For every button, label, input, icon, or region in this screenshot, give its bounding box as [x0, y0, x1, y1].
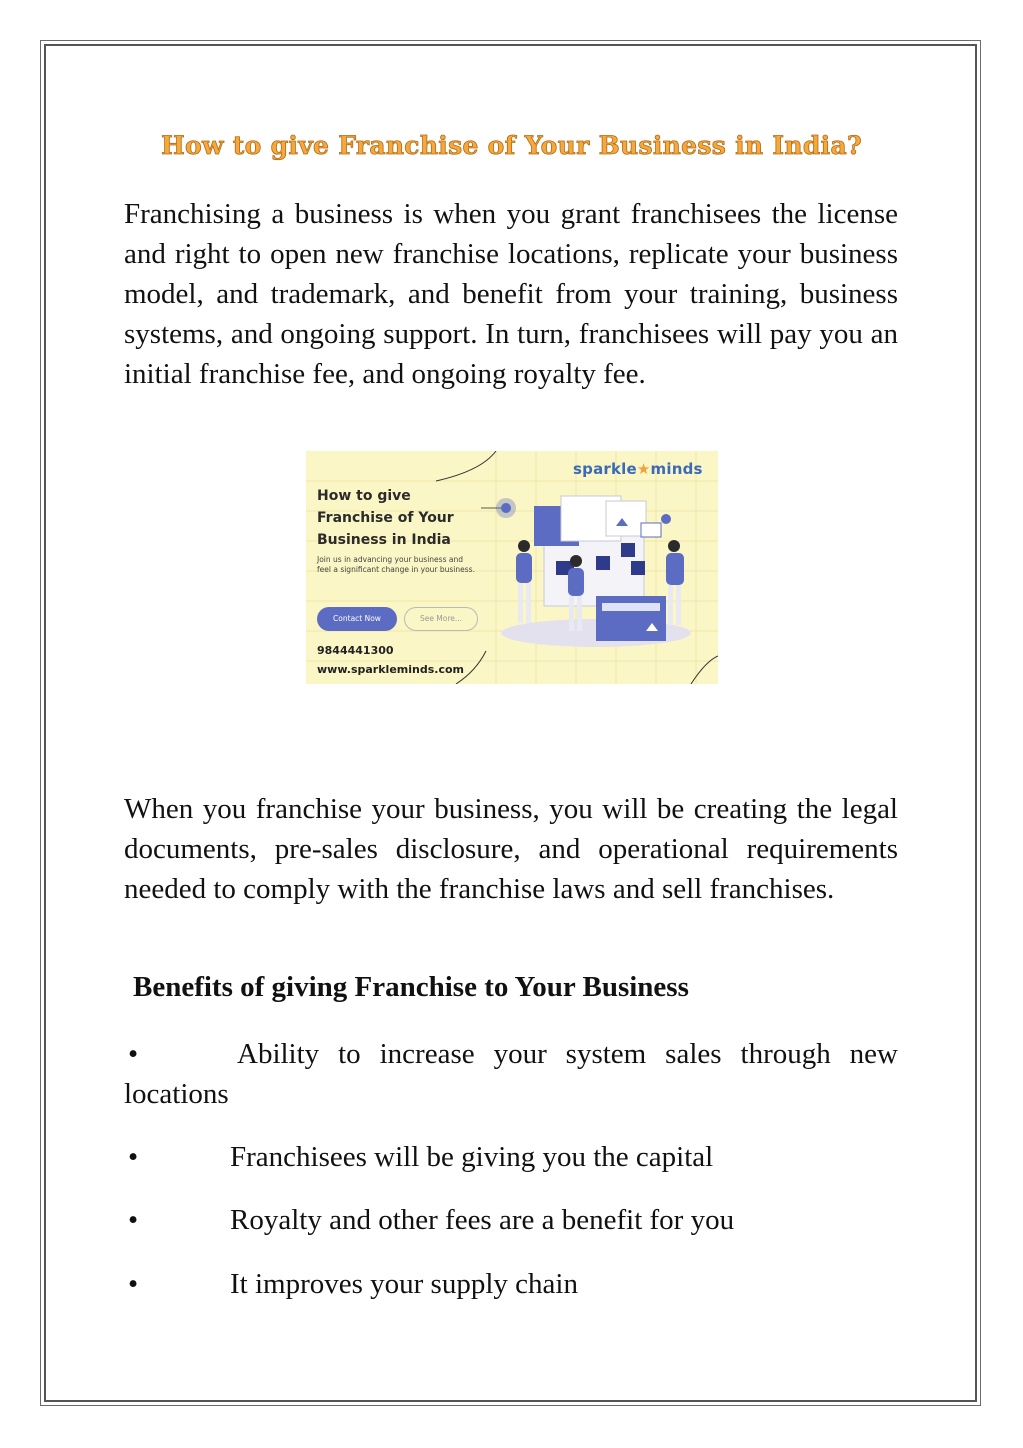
list-item	[124, 1200, 898, 1240]
intro-paragraph: Franchising a business is when you grant franchisees the license and right to open new franchise locations, replicate your business model, and trademark, and benefit from your training, business systems, and ongoing support. In turn, franchisees will pay you an initial franchise fee, and ongoing royalty fee.	[124, 198, 898, 390]
list-item	[124, 1264, 898, 1304]
banner-phone: 9844441300	[317, 644, 394, 657]
legal-paragraph: When you franchise your business, you will be creating the legal documents, pre-sales disclosure, and operational requirements needed to comply with the franchise laws and sell franchises.	[124, 793, 898, 905]
list-item-text: It improves your supply chain	[230, 1268, 578, 1300]
contact-now-button: Contact Now	[317, 607, 397, 631]
bullet-marker: •	[128, 1268, 139, 1300]
banner-heading: How to give Franchise of Your Business in India	[317, 488, 454, 548]
sparkleminds-logo: sparkle★minds	[573, 460, 703, 478]
benefits-heading: Benefits of giving Franchise to Your Business	[133, 971, 689, 1003]
franchise-banner-image	[306, 451, 718, 684]
bullet-marker: •	[128, 1038, 139, 1070]
banner-subtext: Join us in advancing your business and feel a significant change in your business.	[317, 555, 475, 574]
list-item	[124, 1137, 898, 1177]
list-item-text: Royalty and other fees are a benefit for you	[230, 1204, 735, 1236]
list-item-text: Franchisees will be giving you the capital	[230, 1141, 714, 1173]
list-item-text: Ability to increase your system sales through new locations	[124, 1038, 898, 1110]
page-title: How to give Franchise of Your Business in India?	[161, 131, 862, 160]
see-more-button: See More...	[404, 607, 478, 631]
banner-website: www.sparkleminds.com	[317, 663, 464, 676]
bullet-marker: •	[128, 1141, 139, 1173]
bullet-marker: •	[128, 1204, 139, 1236]
list-item	[124, 1034, 898, 1114]
star-icon: ★	[636, 460, 651, 478]
